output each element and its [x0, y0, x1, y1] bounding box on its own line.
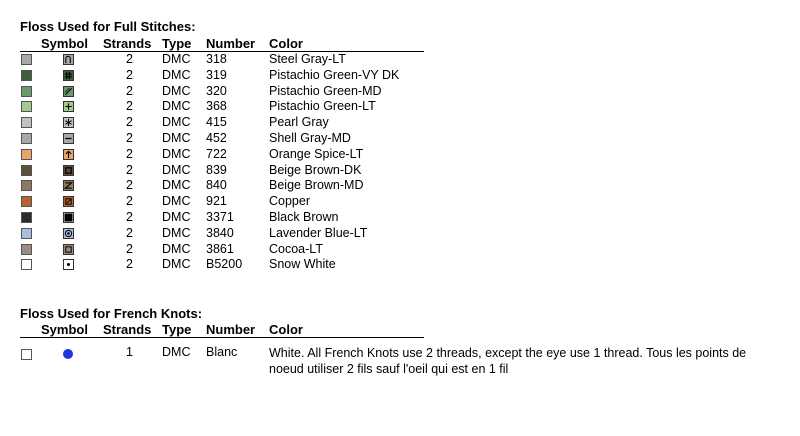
table-row [20, 115, 780, 131]
header-type: Type [162, 36, 192, 51]
number-cell: 319 [206, 67, 227, 82]
strands-cell: 2 [126, 115, 133, 130]
asterisk-icon [63, 117, 74, 128]
blue-dot-icon [63, 349, 73, 359]
table-row [20, 131, 780, 147]
strands-cell: 2 [126, 146, 133, 161]
header-number: Number [206, 322, 256, 337]
color-name-cell: Pistachio Green-VY DK [269, 67, 400, 82]
table-row [20, 99, 780, 115]
header-type: Type [162, 322, 192, 337]
color-swatch [21, 133, 32, 144]
french-knots-title: Floss Used for French Knots: [20, 306, 203, 321]
color-swatch [21, 180, 32, 191]
type-cell: DMC [162, 99, 191, 114]
table-row [20, 84, 780, 100]
strands-cell: 2 [126, 67, 133, 82]
strands-cell: 2 [126, 241, 133, 256]
minus-icon [63, 133, 74, 144]
color-swatch [21, 196, 32, 207]
color-name-cell: Black Brown [269, 210, 339, 224]
color-name-cell: Pistachio Green-LT [269, 99, 376, 114]
number-cell: 368 [206, 99, 227, 114]
strands-cell: 2 [126, 194, 133, 209]
header-symbol: Symbol [41, 322, 88, 337]
color-name-cell: Beige Brown-DK [269, 162, 362, 177]
french-knots-header [20, 322, 424, 338]
header-symbol: Symbol [41, 36, 88, 51]
z-icon [63, 180, 74, 191]
color-swatch [21, 70, 32, 81]
header-strands: Strands [103, 322, 152, 337]
hash-icon [63, 70, 74, 81]
color-swatch [21, 349, 32, 360]
strands-cell: 2 [126, 210, 133, 224]
type-cell: DMC [162, 146, 191, 161]
color-name-cell: Cocoa-LT [269, 241, 323, 256]
number-cell: 839 [206, 162, 227, 177]
color-name-cell: Snow White [269, 257, 336, 272]
table-row [20, 242, 780, 258]
strands-cell: 2 [126, 83, 133, 98]
type-cell: DMC [162, 52, 191, 66]
color-name-cell: Shell Gray-MD [269, 131, 351, 145]
color-swatch [21, 149, 32, 160]
dot-icon [63, 259, 74, 270]
strands-cell: 2 [126, 178, 133, 193]
strands-cell: 2 [126, 225, 133, 240]
table-row [20, 194, 780, 210]
inner-square-icon [63, 165, 74, 176]
header-number: Number [206, 36, 256, 51]
type-cell: DMC [162, 67, 191, 82]
header-color: Color [269, 322, 303, 337]
knot-number: Blanc [206, 345, 238, 359]
type-cell: DMC [162, 131, 191, 145]
color-name-cell: Orange Spice-LT [269, 146, 364, 161]
knot-type: DMC [162, 345, 191, 359]
number-cell: 3840 [206, 225, 234, 240]
target-icon [63, 228, 74, 239]
slash-icon [63, 86, 74, 97]
strands-cell: 2 [126, 131, 133, 145]
color-swatch [21, 101, 32, 112]
color-name-cell: Pearl Gray [269, 115, 329, 130]
number-cell: 722 [206, 146, 227, 161]
color-name-cell: Lavender Blue-LT [269, 225, 368, 240]
color-swatch [21, 117, 32, 128]
number-cell: 3861 [206, 241, 234, 256]
arrow-up-icon [63, 149, 74, 160]
header-strands: Strands [103, 36, 152, 51]
filled-square-icon [63, 212, 74, 223]
color-name-cell: Copper [269, 194, 310, 209]
color-name-cell: Pistachio Green-MD [269, 83, 382, 98]
plus-icon [63, 101, 74, 112]
number-cell: 452 [206, 131, 227, 145]
number-cell: 921 [206, 194, 227, 209]
number-cell: 320 [206, 83, 227, 98]
table-row [20, 178, 780, 194]
color-swatch [21, 212, 32, 223]
table-row [20, 68, 780, 84]
header-color: Color [269, 36, 303, 51]
color-swatch [21, 86, 32, 97]
color-name-cell: Beige Brown-MD [269, 178, 364, 193]
type-cell: DMC [162, 83, 191, 98]
number-cell: 3371 [206, 210, 234, 224]
type-cell: DMC [162, 241, 191, 256]
type-cell: DMC [162, 257, 191, 272]
table-row [20, 163, 780, 179]
circle-slash-icon [63, 196, 74, 207]
table-row [20, 147, 780, 163]
strands-cell: 2 [126, 162, 133, 177]
type-cell: DMC [162, 194, 191, 209]
knot-color-description: White. All French Knots use 2 threads, except the eye use 1 thread. Tous les points de noeud utiliser 2 fils sauf l'oeil qui est en 1 fil [269, 346, 747, 376]
hollow-square-icon [63, 244, 74, 255]
number-cell: 415 [206, 115, 227, 130]
color-swatch [21, 244, 32, 255]
type-cell: DMC [162, 225, 191, 240]
number-cell: 318 [206, 52, 227, 66]
type-cell: DMC [162, 178, 191, 193]
full-stitches-title: Floss Used for Full Stitches: [20, 19, 196, 34]
color-swatch [21, 165, 32, 176]
full-stitches-header [20, 36, 424, 52]
type-cell: DMC [162, 115, 191, 130]
number-cell: 840 [206, 178, 227, 193]
color-name-cell: Steel Gray-LT [269, 52, 346, 66]
strands-cell: 2 [126, 52, 133, 66]
table-row [20, 210, 780, 226]
table-row [20, 52, 780, 68]
color-swatch [21, 228, 32, 239]
type-cell: DMC [162, 210, 191, 224]
table-row [20, 226, 780, 242]
knot-strands: 1 [126, 345, 133, 359]
strands-cell: 2 [126, 257, 133, 272]
table-row [20, 257, 780, 273]
type-cell: DMC [162, 162, 191, 177]
color-swatch [21, 259, 32, 270]
arch-icon [63, 54, 74, 65]
number-cell: B5200 [206, 257, 243, 272]
strands-cell: 2 [126, 99, 133, 114]
color-swatch [21, 54, 32, 65]
